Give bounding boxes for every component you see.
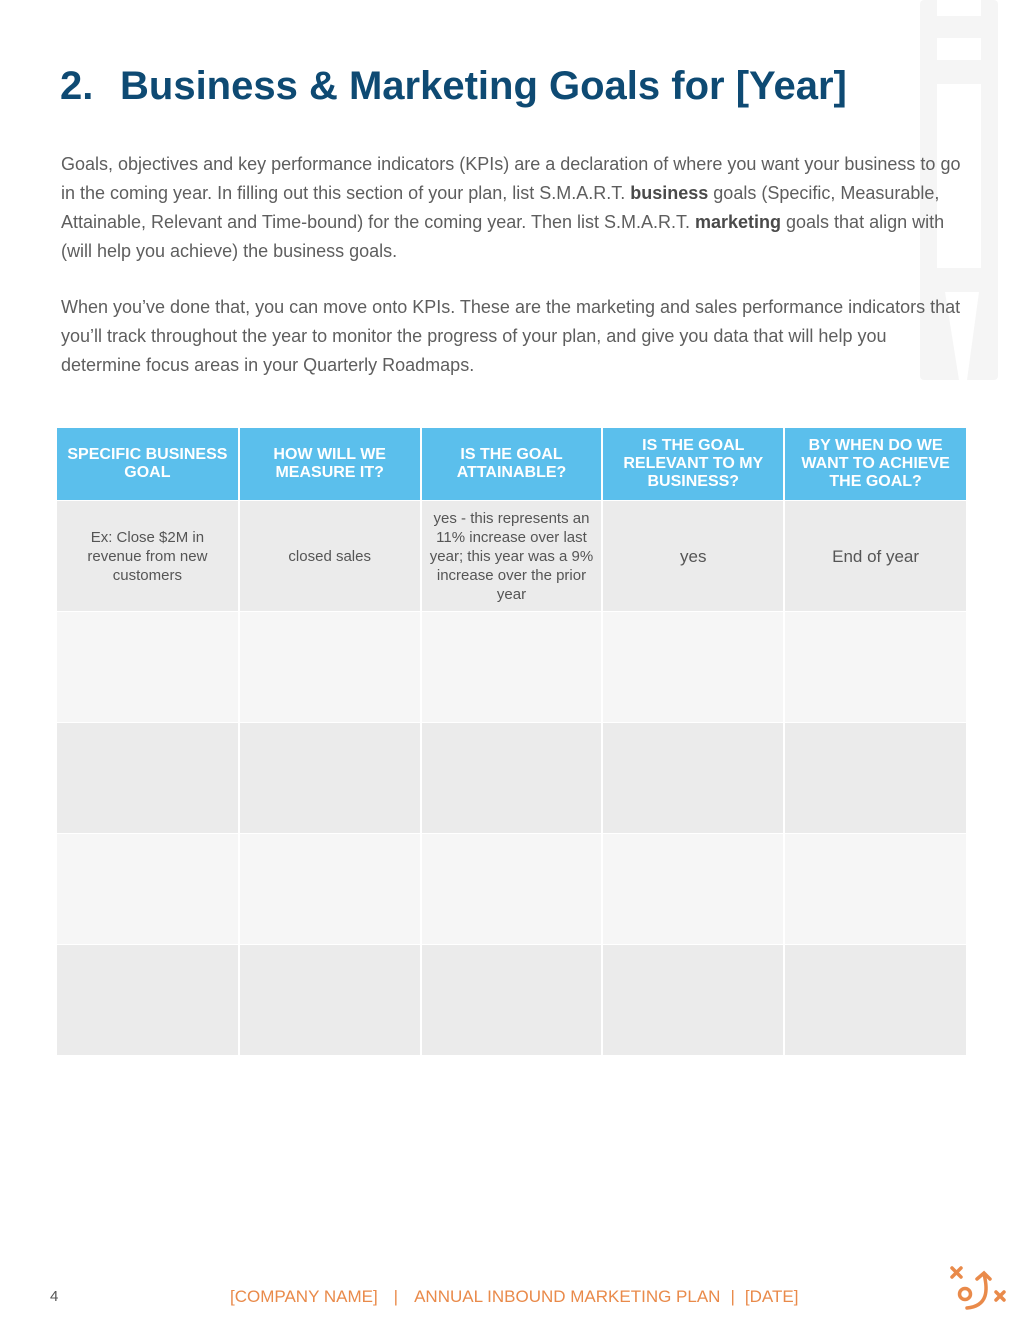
intro-text-e: goals that align with (will help you achieve) the business goals. bbox=[61, 212, 945, 261]
strategy-play-logo-icon bbox=[946, 1264, 1008, 1310]
empty-cell[interactable] bbox=[57, 945, 239, 1056]
empty-cell[interactable] bbox=[57, 723, 239, 834]
empty-cell[interactable] bbox=[239, 834, 421, 945]
footer bbox=[230, 1287, 798, 1307]
example-attainable-cell: yes - this represents an 11% increase over last year; this year was a 9% increase over the prior year bbox=[421, 501, 603, 612]
empty-cell[interactable] bbox=[784, 945, 966, 1056]
header-measure: HOW WILL WE MEASURE IT? bbox=[239, 428, 421, 501]
header-attainable: IS THE GOAL ATTAINABLE? bbox=[421, 428, 603, 501]
intro-paragraph-2: When you’ve done that, you can move onto KPIs. These are the marketing and sales performance indicators that you’ll track throughout the year to monitor the progress of your plan, and give you data that will help you determine focus areas in your Quarterly Roadmaps. bbox=[61, 297, 961, 375]
intro-text-c: goals (Specific, Measurable, Attainable, Relevant and Time-bound) for the coming year. Then list S.M.A.R.T. bbox=[61, 183, 940, 232]
footer-divider: | bbox=[730, 1287, 735, 1306]
empty-cell[interactable] bbox=[602, 834, 784, 945]
empty-cell[interactable] bbox=[57, 834, 239, 945]
empty-cell[interactable] bbox=[602, 945, 784, 1056]
table-row bbox=[57, 945, 966, 1056]
intro-paragraph-1 bbox=[61, 150, 966, 266]
section-title: Business & Marketing Goals for [Year] bbox=[120, 64, 847, 108]
example-deadline-cell: End of year bbox=[784, 501, 966, 612]
empty-cell[interactable] bbox=[784, 612, 966, 723]
footer-date: [DATE] bbox=[744, 1287, 799, 1306]
footer-doc-title: ANNUAL INBOUND MARKETING PLAN bbox=[414, 1287, 721, 1306]
table-row-example bbox=[57, 501, 966, 612]
table-row bbox=[57, 723, 966, 834]
empty-cell[interactable] bbox=[421, 723, 603, 834]
empty-cell[interactable] bbox=[57, 612, 239, 723]
empty-cell[interactable] bbox=[602, 723, 784, 834]
page-title bbox=[60, 64, 847, 109]
intro-text-a: Goals, objectives and key performance indicators (KPIs) are a declaration of where you want your business to go in the coming year. In filling out this section of your plan, list S.M.A.R.T. bbox=[61, 154, 961, 203]
empty-cell[interactable] bbox=[421, 834, 603, 945]
table-row bbox=[57, 612, 966, 723]
empty-cell[interactable] bbox=[602, 612, 784, 723]
section-number: 2. bbox=[60, 64, 94, 108]
empty-cell[interactable] bbox=[239, 723, 421, 834]
footer-divider: | bbox=[393, 1287, 399, 1306]
empty-cell[interactable] bbox=[784, 723, 966, 834]
example-relevant-cell: yes bbox=[602, 501, 784, 612]
table-header-row bbox=[57, 428, 966, 501]
empty-cell[interactable] bbox=[239, 612, 421, 723]
goals-table bbox=[57, 428, 966, 1056]
example-goal-cell: Ex: Close $2M in revenue from new customers bbox=[57, 501, 239, 612]
intro-bold-business: business bbox=[630, 183, 709, 203]
empty-cell[interactable] bbox=[239, 945, 421, 1056]
intro-bold-marketing: marketing bbox=[694, 212, 782, 232]
empty-cell[interactable] bbox=[421, 612, 603, 723]
footer-company: [COMPANY NAME] bbox=[230, 1287, 378, 1306]
header-specific-goal: SPECIFIC BUSINESS GOAL bbox=[57, 428, 239, 501]
header-relevant: IS THE GOAL RELEVANT TO MY BUSINESS? bbox=[602, 428, 784, 501]
page-number: 4 bbox=[50, 1288, 59, 1305]
table-row bbox=[57, 834, 966, 945]
header-deadline: BY WHEN DO WE WANT TO ACHIEVE THE GOAL? bbox=[784, 428, 966, 501]
empty-cell[interactable] bbox=[784, 834, 966, 945]
example-measure-cell: closed sales bbox=[239, 501, 421, 612]
empty-cell[interactable] bbox=[421, 945, 603, 1056]
